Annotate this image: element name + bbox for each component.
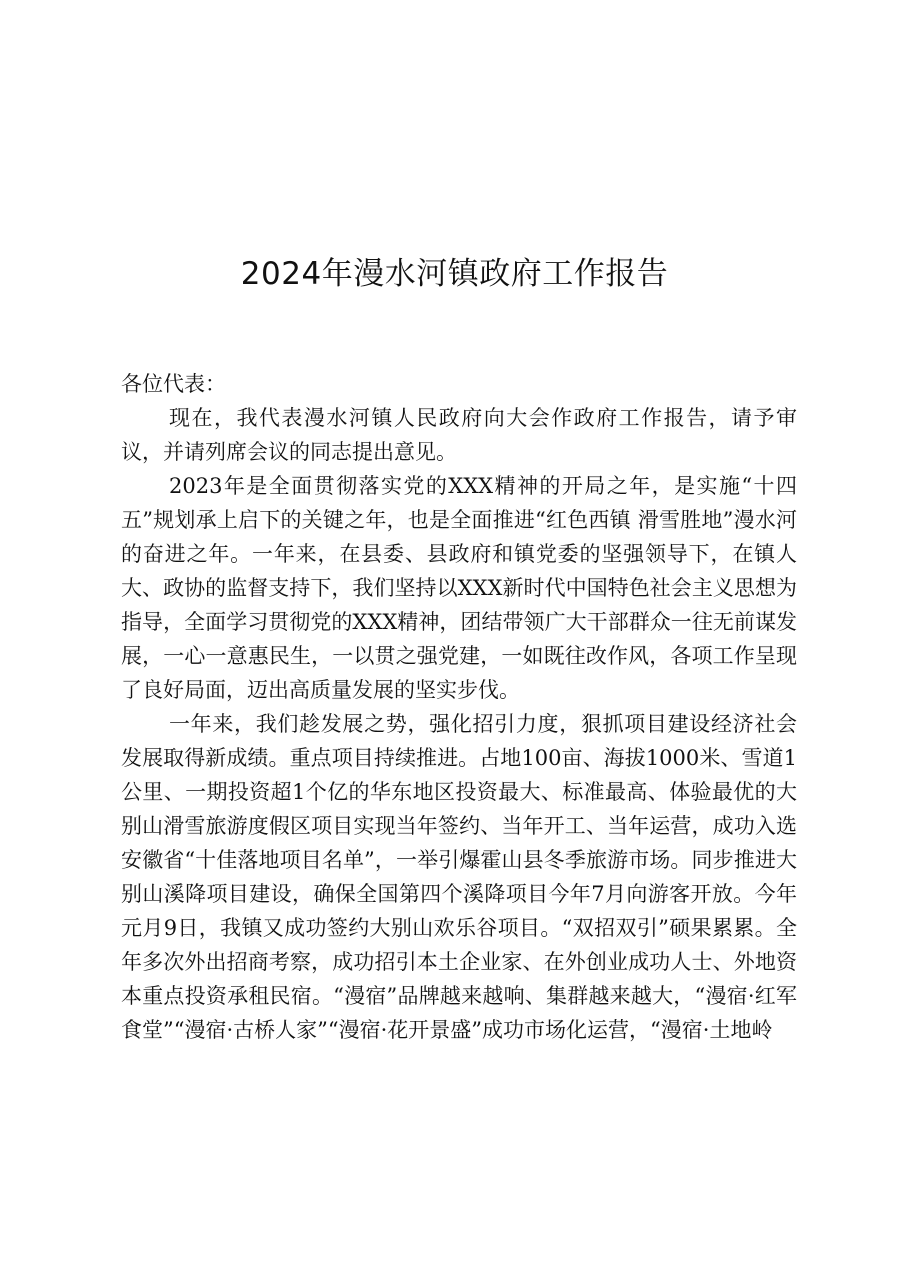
document-body bbox=[121, 367, 797, 1047]
document-title: 2024年漫水河镇政府工作报告 bbox=[240, 256, 669, 292]
paragraph-projects: 一年来，我们趁发展之势，强化招引力度，狠抓项目建设经济社会发展取得新成绩。重点项目持续推进。占地100亩、海拔1000米、雪道1公里、一期投资超1个亿的华东地区投资最大、标准最高、体验最优的大别山滑雪旅游度假区项目实现当年签约、当年开工、当年运营，成功入选安徽省“十佳落地项目名单”，一举引爆霍山县冬季旅游市场。同步推进大别山溪降项目建设，确保全国第四个溪降项目今年7月向游客开放。今年元月9日，我镇又成功签约大别山欢乐谷项目。“双招双引”硕果累累。全年多次外出招商考察，成功招引本土企业家、在外创业成功人士、外地资本重点投资承租民宿。“漫宿”品牌越来越响、集群越来越大，“漫宿·红军食堂”“漫宿·古桥人家”“漫宿·花开景盛”成功市场化运营，“漫宿·土地岭 bbox=[121, 712, 797, 1042]
paragraph-overview-2023: 2023年是全面贯彻落实党的XXX精神的开局之年，是实施“十四五”规划承上启下的关键之年，也是全面推进“红色西镇 滑雪胜地”漫水河的奋进之年。一年来，在县委、县政府和镇党委的坚强领导下，在镇人大、政协的监督支持下，我们坚持以XXX新时代中国特色社会主义思想为指导，全面学习贯彻党的XXX精神，团结带领广大干部群众一往无前谋发展，一心一意惠民生，一以贯之强党建，一如既往改作风，各项工作呈现了良好局面，迈出高质量发展的坚实步伐。 bbox=[121, 474, 797, 702]
salutation: 各位代表： bbox=[121, 372, 226, 396]
paragraph-opening: 现在，我代表漫水河镇人民政府向大会作政府工作报告，请予审议，并请列席会议的同志提出意见。 bbox=[121, 406, 797, 464]
